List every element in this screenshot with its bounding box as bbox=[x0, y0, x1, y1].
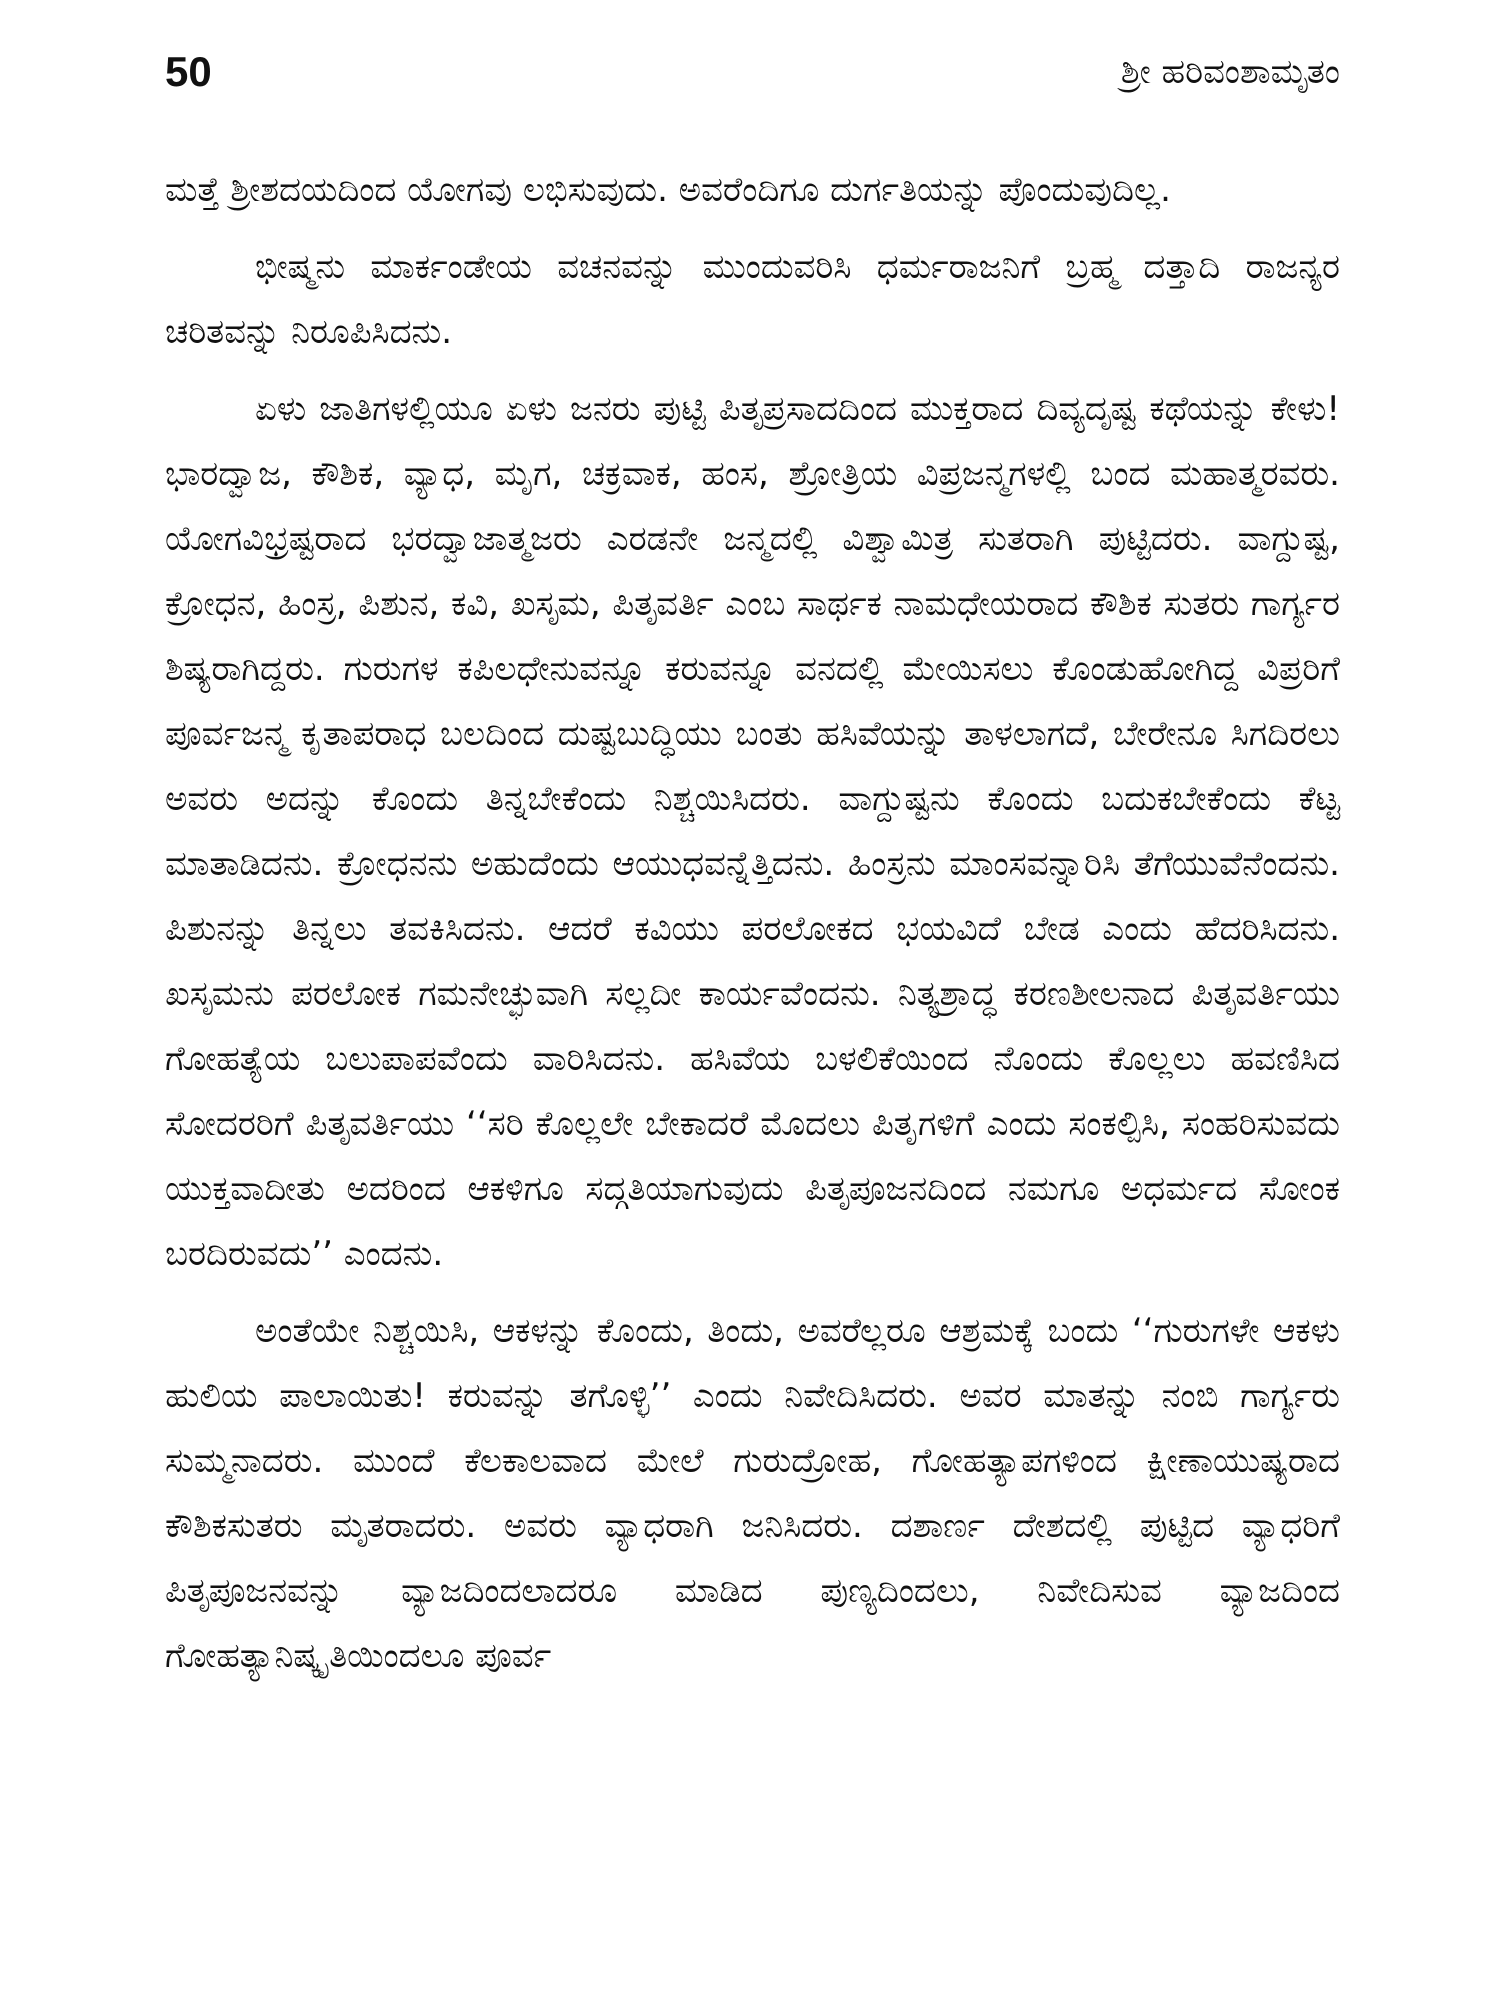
paragraph-2: ಭೀಷ್ಮನು ಮಾರ್ಕಂಡೇಯ ವಚನವನ್ನು ಮುಂದುವರಿಸಿ ಧರ್ಮರಾಜನಿಗೆ ಬ್ರಹ್ಮ ದತ್ತಾದಿ ರಾಜನ್ಯರ ಚರಿತವನ್ನು ನಿರೂಪಿಸಿದನು. bbox=[165, 247, 1340, 352]
page-header bbox=[165, 42, 1340, 102]
body-text bbox=[165, 158, 1340, 1701]
page-number: 50 bbox=[165, 48, 212, 95]
paragraph-4: ಅಂತೆಯೇ ನಿಶ್ಚಯಿಸಿ, ಆಕಳನ್ನು ಕೊಂದು, ತಿಂದು, ಅವರೆಲ್ಲರೂ ಆಶ್ರಮಕ್ಕೆ ಬಂದು ‘‘ಗುರುಗಳೇ ಆಕಳು ಹುಲಿಯ ಪಾಲಾಯಿತು! ಕರುವನ್ನು ತಗೊಳ್ಳಿ’’ ಎಂದು ನಿವೇದಿಸಿದರು. ಅವರ ಮಾತನ್ನು ನಂಬಿ ಗಾರ್ಗ್ಯರು ಸುಮ್ಮನಾದರು. ಮುಂದೆ ಕೆಲಕಾಲವಾದ ಮೇಲೆ ಗುರುದ್ರೋಹ, ಗೋಹತ್ಯಾಪಗಳಿಂದ ಕ್ಷೀಣಾಯುಷ್ಯರಾದ ಕೌಶಿಕಸುತರು ಮೃತರಾದರು. ಅವರು ವ್ಯಾಧರಾಗಿ ಜನಿಸಿದರು. ದಶಾರ್ಣ ದೇಶದಲ್ಲಿ ಪುಟ್ಟಿದ ವ್ಯಾಧರಿಗೆ ಪಿತೃಪೂಜನವನ್ನು ವ್ಯಾಜದಿಂದಲಾದರೂ ಮಾಡಿದ ಪುಣ್ಯದಿಂದಲು, ನಿವೇದಿಸುವ ವ್ಯಾಜದಿಂದ ಗೋಹತ್ಯಾನಿಷ್ಕೃತಿಯಿಂದಲೂ ಪೂರ್ವ bbox=[165, 1311, 1340, 1676]
paragraph-3: ಏಳು ಜಾತಿಗಳಲ್ಲಿಯೂ ಏಳು ಜನರು ಪುಟ್ಟಿ ಪಿತೃಪ್ರಸಾದದಿಂದ ಮುಕ್ತರಾದ ದಿವ್ಯದೃಷ್ಟ ಕಥೆಯನ್ನು ಕೇಳು! ಭಾರದ್ವಾಜ, ಕೌಶಿಕ, ವ್ಯಾಧ, ಮೃಗ, ಚಕ್ರವಾಕ, ಹಂಸ, ಶ್ರೋತ್ರಿಯ ವಿಪ್ರಜನ್ಮಗಳಲ್ಲಿ ಬಂದ ಮಹಾತ್ಮರವರು. ಯೋಗವಿಭ್ರಷ್ಟರಾದ ಭರದ್ವಾಜಾತ್ಮಜರು ಎರಡನೇ ಜನ್ಮದಲ್ಲಿ ವಿಶ್ವಾಮಿತ್ರ ಸುತರಾಗಿ ಪುಟ್ಟಿದರು. ವಾಗ್ದುಷ್ಟ, ಕ್ರೋಧನ, ಹಿಂಸ್ರ, ಪಿಶುನ, ಕವಿ, ಖಸೃಮ, ಪಿತೃವರ್ತಿ ಎಂಬ ಸಾರ್ಥಕ ನಾಮಧೇಯರಾದ ಕೌಶಿಕ ಸುತರು ಗಾರ್ಗ್ಯರ ಶಿಷ್ಯರಾಗಿದ್ದರು. ಗುರುಗಳ ಕಪಿಲಧೇನುವನ್ನೂ ಕರುವನ್ನೂ ವನದಲ್ಲಿ ಮೇಯಿಸಲು ಕೊಂಡುಹೋಗಿದ್ದ ವಿಪ್ರರಿಗೆ ಪೂರ್ವಜನ್ಮ ಕೃತಾಪರಾಧ ಬಲದಿಂದ ದುಷ್ಟಬುದ್ಧಿಯು ಬಂತು ಹಸಿವೆಯನ್ನು ತಾಳಲಾಗದೆ, ಬೇರೇನೂ ಸಿಗದಿರಲು ಅವರು ಅದನ್ನು ಕೊಂದು ತಿನ್ನಬೇಕೆಂದು ನಿಶ್ಚಯಿಸಿದರು. ವಾಗ್ದುಷ್ಟನು ಕೊಂದು ಬದುಕಬೇಕೆಂದು ಕೆಟ್ಟ ಮಾತಾಡಿದನು. ಕ್ರೋಧನನು ಅಹುದೆಂದು ಆಯುಧವನ್ನೆತ್ತಿದನು. ಹಿಂಸ್ರನು ಮಾಂಸವನ್ನಾರಿಸಿ ತೆಗೆಯುವೆನೆಂದನು. ಪಿಶುನನ್ನು ತಿನ್ನಲು ತವಕಿಸಿದನು. ಆದರೆ ಕವಿಯು ಪರಲೋಕದ ಭಯವಿದೆ ಬೇಡ ಎಂದು ಹೆದರಿಸಿದನು. ಖಸೃಮನು ಪರಲೋಕ ಗಮನೇಚ್ಛುವಾಗಿ ಸಲ್ಲದೀ ಕಾರ್ಯವೆಂದನು. ನಿತ್ಯಶ್ರಾದ್ಧ ಕರಣಶೀಲನಾದ ಪಿತೃವರ್ತಿಯು ಗೋಹತ್ಯೆಯ ಬಲುಪಾಪವೆಂದು ವಾರಿಸಿದನು. ಹಸಿವೆಯ ಬಳಲಿಕೆಯಿಂದ ನೊಂದು ಕೊಲ್ಲಲು ಹವಣಿಸಿದ ಸೋದರರಿಗೆ ಪಿತೃವರ್ತಿಯು ‘‘ಸರಿ ಕೊಲ್ಲಲೇ ಬೇಕಾದರೆ ಮೊದಲು ಪಿತೃಗಳಿಗೆ ಎಂದು ಸಂಕಲ್ಪಿಸಿ, ಸಂಹರಿಸುವದು ಯುಕ್ತವಾದೀತು ಅದರಿಂದ ಆಕಳಿಗೂ ಸದ್ಗತಿಯಾಗುವುದು ಪಿತೃಪೂಜನದಿಂದ ನಮಗೂ ಅಧರ್ಮದ ಸೋಂಕ ಬರದಿರುವದು’’ ಎಂದನು. bbox=[165, 389, 1340, 1274]
paragraph-1: ಮತ್ತೆ ಶ್ರೀಶದಯದಿಂದ ಯೋಗವು ಲಭಿಸುವುದು. ಅವರೆಂದಿಗೂ ದುರ್ಗತಿಯನ್ನು ಪೊಂದುವುದಿಲ್ಲ. bbox=[165, 170, 1171, 210]
running-title: ಶ್ರೀ ಹರಿವಂಶಾಮೃತಂ bbox=[1120, 52, 1340, 92]
